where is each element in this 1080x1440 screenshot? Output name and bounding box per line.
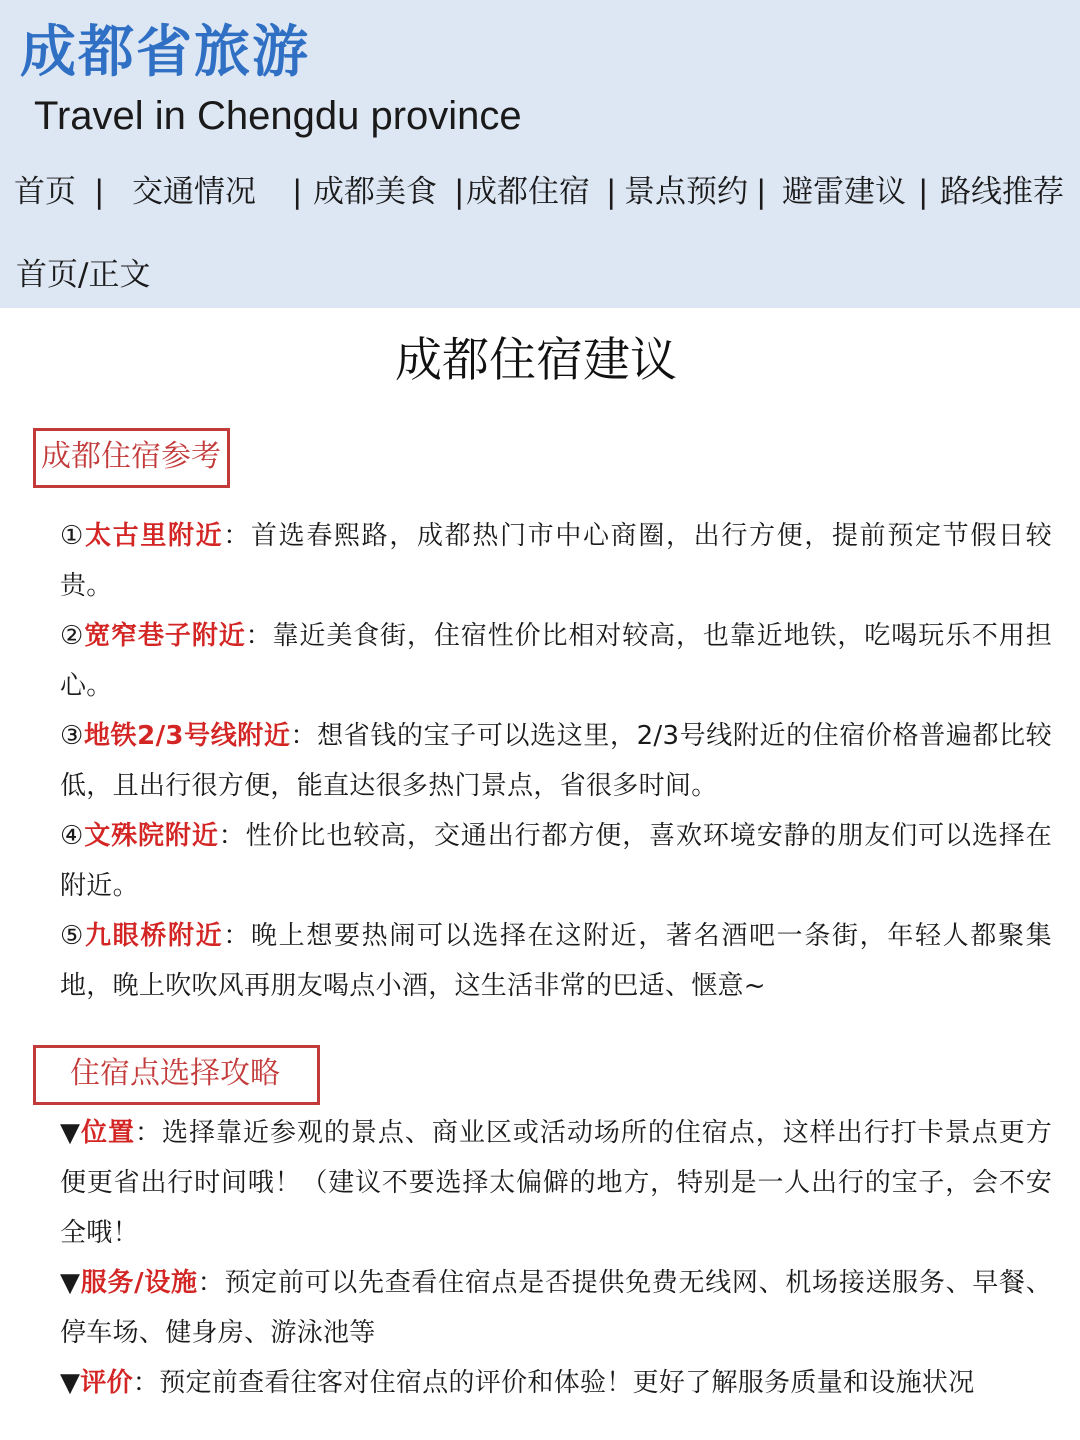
site-subtitle: Travel in Chengdu province (34, 94, 522, 138)
list-item (60, 1358, 1052, 1408)
item-number: ④ (60, 821, 85, 851)
item-highlight: 宽窄巷子附近 (84, 621, 246, 651)
list-item (60, 811, 1052, 911)
triangle-down-icon: ▼ (60, 1368, 81, 1398)
item-text: ：晚上想要热闹可以选择在这附近，著名酒吧一条街，年轻人都聚集地，晚上吹吹风再朋友喝点小酒，这生活非常的巴适、惬意~ (60, 921, 1052, 1001)
item-text: ：预定前可以先查看住宿点是否提供免费无线网、机场接送服务、早餐、停车场、健身房、游泳池等 (60, 1268, 1052, 1348)
item-highlight: 文殊院附近 (84, 821, 219, 851)
selection-tips-list (60, 1108, 1052, 1408)
item-highlight: 服务/设施 (80, 1268, 198, 1298)
nav-separator: | (94, 174, 105, 210)
section-heading-lodging-reference: 成都住宿参考 (33, 428, 230, 488)
list-item (60, 711, 1052, 811)
breadcrumb[interactable]: 首页/正文 (16, 257, 151, 293)
list-item (60, 911, 1052, 1011)
item-number: ⑤ (60, 921, 85, 951)
nav-item-transport[interactable]: 交通情况 (132, 174, 256, 210)
nav-item-routes[interactable]: 路线推荐 (940, 174, 1064, 210)
site-header (0, 0, 1080, 308)
item-highlight: 评价 (80, 1368, 133, 1398)
nav-separator: | (756, 174, 767, 210)
nav-item-pitfall-tips[interactable]: 避雷建议 (782, 174, 906, 210)
list-item (60, 611, 1052, 711)
item-highlight: 太古里附近 (84, 521, 224, 551)
nav-item-lodging[interactable]: 成都住宿 (466, 174, 590, 210)
item-number: ② (60, 621, 85, 651)
item-highlight: 地铁2/3号线附近 (83, 721, 291, 751)
list-item (60, 511, 1052, 611)
item-text: ：想省钱的宝子可以选这里，2/3号线附近的住宿价格普遍都比较低，且出行很方便，能直达很多热门景点，省很多时间。 (60, 721, 1052, 801)
list-item (60, 1108, 1052, 1258)
lodging-area-list (60, 511, 1052, 1011)
item-number: ③ (60, 721, 84, 751)
item-highlight: 九眼桥附近 (84, 921, 224, 951)
nav-item-food[interactable]: 成都美食 (313, 174, 437, 210)
section-heading-selection-guide: 住宿点选择攻略 (33, 1045, 320, 1105)
page-title: 成都住宿建议 (395, 333, 677, 388)
site-title[interactable]: 成都省旅游 (20, 20, 310, 85)
list-item (60, 1258, 1052, 1358)
nav-separator: | (292, 174, 303, 210)
item-text: ：选择靠近参观的景点、商业区或活动场所的住宿点，这样出行打卡景点更方便更省出行时间哦！（建议不要选择太偏僻的地方，特别是一人出行的宝子，会不安全哦！ (60, 1118, 1053, 1248)
nav-separator: | (918, 174, 929, 210)
item-number: ① (60, 521, 85, 551)
triangle-down-icon: ▼ (60, 1118, 81, 1148)
item-text: ：预定前查看往客对住宿点的评价和体验！更好了解服务质量和设施状况 (132, 1368, 975, 1398)
item-text: ：性价比也较高，交通出行都方便，喜欢环境安静的朋友们可以选择在附近。 (60, 821, 1052, 901)
triangle-down-icon: ▼ (60, 1268, 81, 1298)
main-nav (14, 168, 1074, 218)
item-text: ：靠近美食街，住宿性价比相对较高，也靠近地铁，吃喝玩乐不用担心。 (60, 621, 1052, 701)
item-highlight: 位置 (81, 1118, 135, 1148)
nav-item-home[interactable]: 首页 (14, 174, 76, 210)
nav-separator: | (454, 174, 465, 210)
nav-separator: | (606, 174, 617, 210)
item-text: ：首选春熙路，成都热门市中心商圈，出行方便，提前预定节假日较贵。 (60, 521, 1052, 601)
nav-item-attraction-booking[interactable]: 景点预约 (624, 174, 748, 210)
